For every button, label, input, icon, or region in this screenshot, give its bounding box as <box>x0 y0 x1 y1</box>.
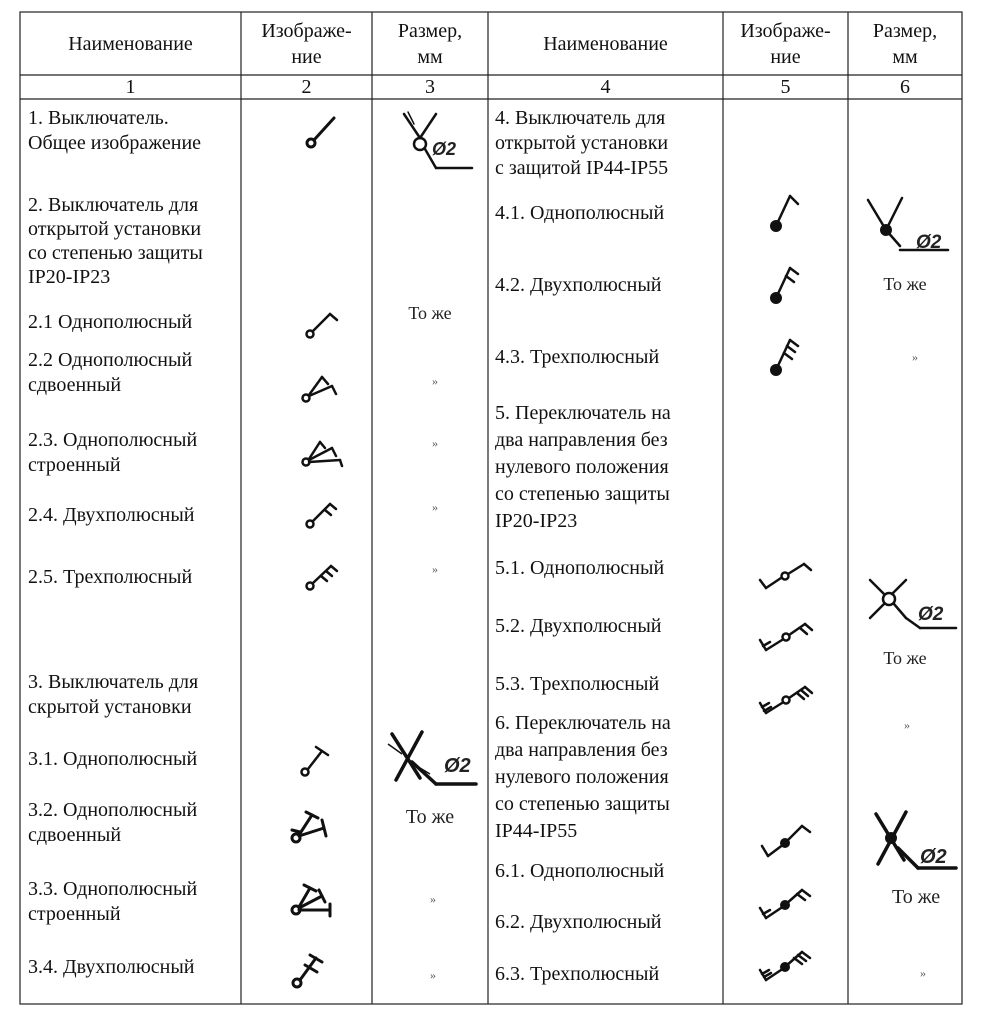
size-same-4: То же <box>883 274 927 294</box>
switch-hidden-double-icon <box>286 806 336 848</box>
item-4-1: 4.1. Однополюсный <box>495 202 665 224</box>
header-image-left: Изображе- ние <box>261 20 352 68</box>
col-number-3: 3 <box>425 76 435 98</box>
size-same-6: То же <box>892 886 941 908</box>
dimension-phi2-changeover-diagram <box>864 576 960 632</box>
item-3-1: 3.1. Однополюсный <box>28 748 198 770</box>
item-5-1: 5.1. Однополюсный <box>495 557 665 579</box>
changeover-ip44-single-icon <box>756 818 816 862</box>
item-2-3: 2.3. Однополюсный строенный <box>28 429 198 476</box>
size-phi2-changeover-ip44-label: Ø2 <box>920 846 947 868</box>
switch-triple-icon <box>298 436 348 470</box>
changeover-ip44-two-pole-icon <box>756 884 818 926</box>
switch-three-pole-icon <box>302 560 342 594</box>
header-name-left: Наименование <box>68 33 193 55</box>
item-5-2: 5.2. Двухполюсный <box>495 615 662 637</box>
col-number-2: 2 <box>301 76 312 98</box>
changeover-single-icon <box>756 560 816 594</box>
col-number-1: 1 <box>125 76 136 98</box>
item-6-3: 6.3. Трехполюсный <box>495 963 660 985</box>
item-4-2: 4.2. Двухполюсный <box>495 274 662 296</box>
item-3-4: 3.4. Двухполюсный <box>28 956 195 978</box>
switch-single-pole-open-icon <box>302 306 342 342</box>
ditto-2-4: » <box>432 500 438 514</box>
switch-ip44-three-pole-icon <box>766 334 806 380</box>
item-2-4: 2.4. Двухполюсный <box>28 504 195 526</box>
switch-hidden-single-icon <box>296 742 336 782</box>
item-3: 3. Выключатель для скрытой установки <box>28 671 199 718</box>
ditto-2-3: » <box>432 436 438 450</box>
ditto-5-3: » <box>904 718 910 732</box>
changeover-ip44-three-pole-icon <box>756 946 820 988</box>
size-phi2-ip44-label: Ø2 <box>916 232 942 253</box>
item-4: 4. Выключатель для открытой установки с защитой IP44-IP55 <box>495 107 669 179</box>
header-image-right: Изображе- ние <box>740 20 831 68</box>
size-same-2-1: То же <box>408 303 452 323</box>
item-4-3: 4.3. Трехполюсный <box>495 346 660 368</box>
item-6: 6. Переключатель на два направления без нулевого положения со степенью защиты IP44-IP55 <box>495 712 671 842</box>
ditto-3-3: » <box>430 892 436 906</box>
item-5: 5. Переключатель на два направления без нулевого положения со степенью защиты IP20-IP23 <box>495 402 671 532</box>
item-2-5: 2.5. Трехполюсный <box>28 566 193 588</box>
header-name-right: Наименование <box>543 33 668 55</box>
switch-general-icon <box>302 112 342 152</box>
item-1: 1. Выключатель. Общее изображение <box>28 107 202 154</box>
size-phi2-label: Ø2 <box>432 139 457 159</box>
ditto-2-5: » <box>432 562 438 576</box>
switch-double-icon <box>298 370 344 406</box>
item-2: 2. Выключатель для открытой установки со степенью защиты IP20-IP23 <box>28 194 203 288</box>
col-number-6: 6 <box>900 76 910 98</box>
switch-two-pole-icon <box>302 498 342 532</box>
switch-hidden-triple-icon <box>286 880 340 922</box>
item-6-2: 6.2. Двухполюсный <box>495 911 662 933</box>
changeover-three-pole-icon <box>756 683 818 719</box>
size-phi2-changeover-label: Ø2 <box>918 604 944 625</box>
ditto-4-3: » <box>912 350 918 364</box>
switch-ip44-single-icon <box>766 190 806 236</box>
item-5-3: 5.3. Трехполюсный <box>495 673 660 695</box>
col-number-4: 4 <box>600 76 611 98</box>
header-size-right: Размер, мм <box>872 20 938 68</box>
switch-ip44-two-pole-icon <box>766 262 806 308</box>
header-size-left: Размер, мм <box>397 20 463 68</box>
size-same-3: То же <box>405 806 455 828</box>
changeover-two-pole-icon <box>756 620 818 656</box>
item-3-3: 3.3. Однополюсный строенный <box>28 878 198 925</box>
ditto-6-3: » <box>920 966 926 980</box>
item-6-1: 6.1. Однополюсный <box>495 860 665 882</box>
ditto-3-4: » <box>430 968 436 982</box>
item-2-2: 2.2 Однополюсный сдвоенный <box>28 349 193 396</box>
col-number-5: 5 <box>780 76 791 98</box>
switch-hidden-two-pole-icon <box>288 950 332 992</box>
size-phi2-hidden-label: Ø2 <box>444 755 471 777</box>
size-same-5: То же <box>883 648 927 668</box>
item-3-2: 3.2. Однополюсный сдвоенный <box>28 799 198 846</box>
ditto-2-2: » <box>432 374 438 388</box>
item-2-1: 2.1 Однополюсный <box>28 311 193 333</box>
